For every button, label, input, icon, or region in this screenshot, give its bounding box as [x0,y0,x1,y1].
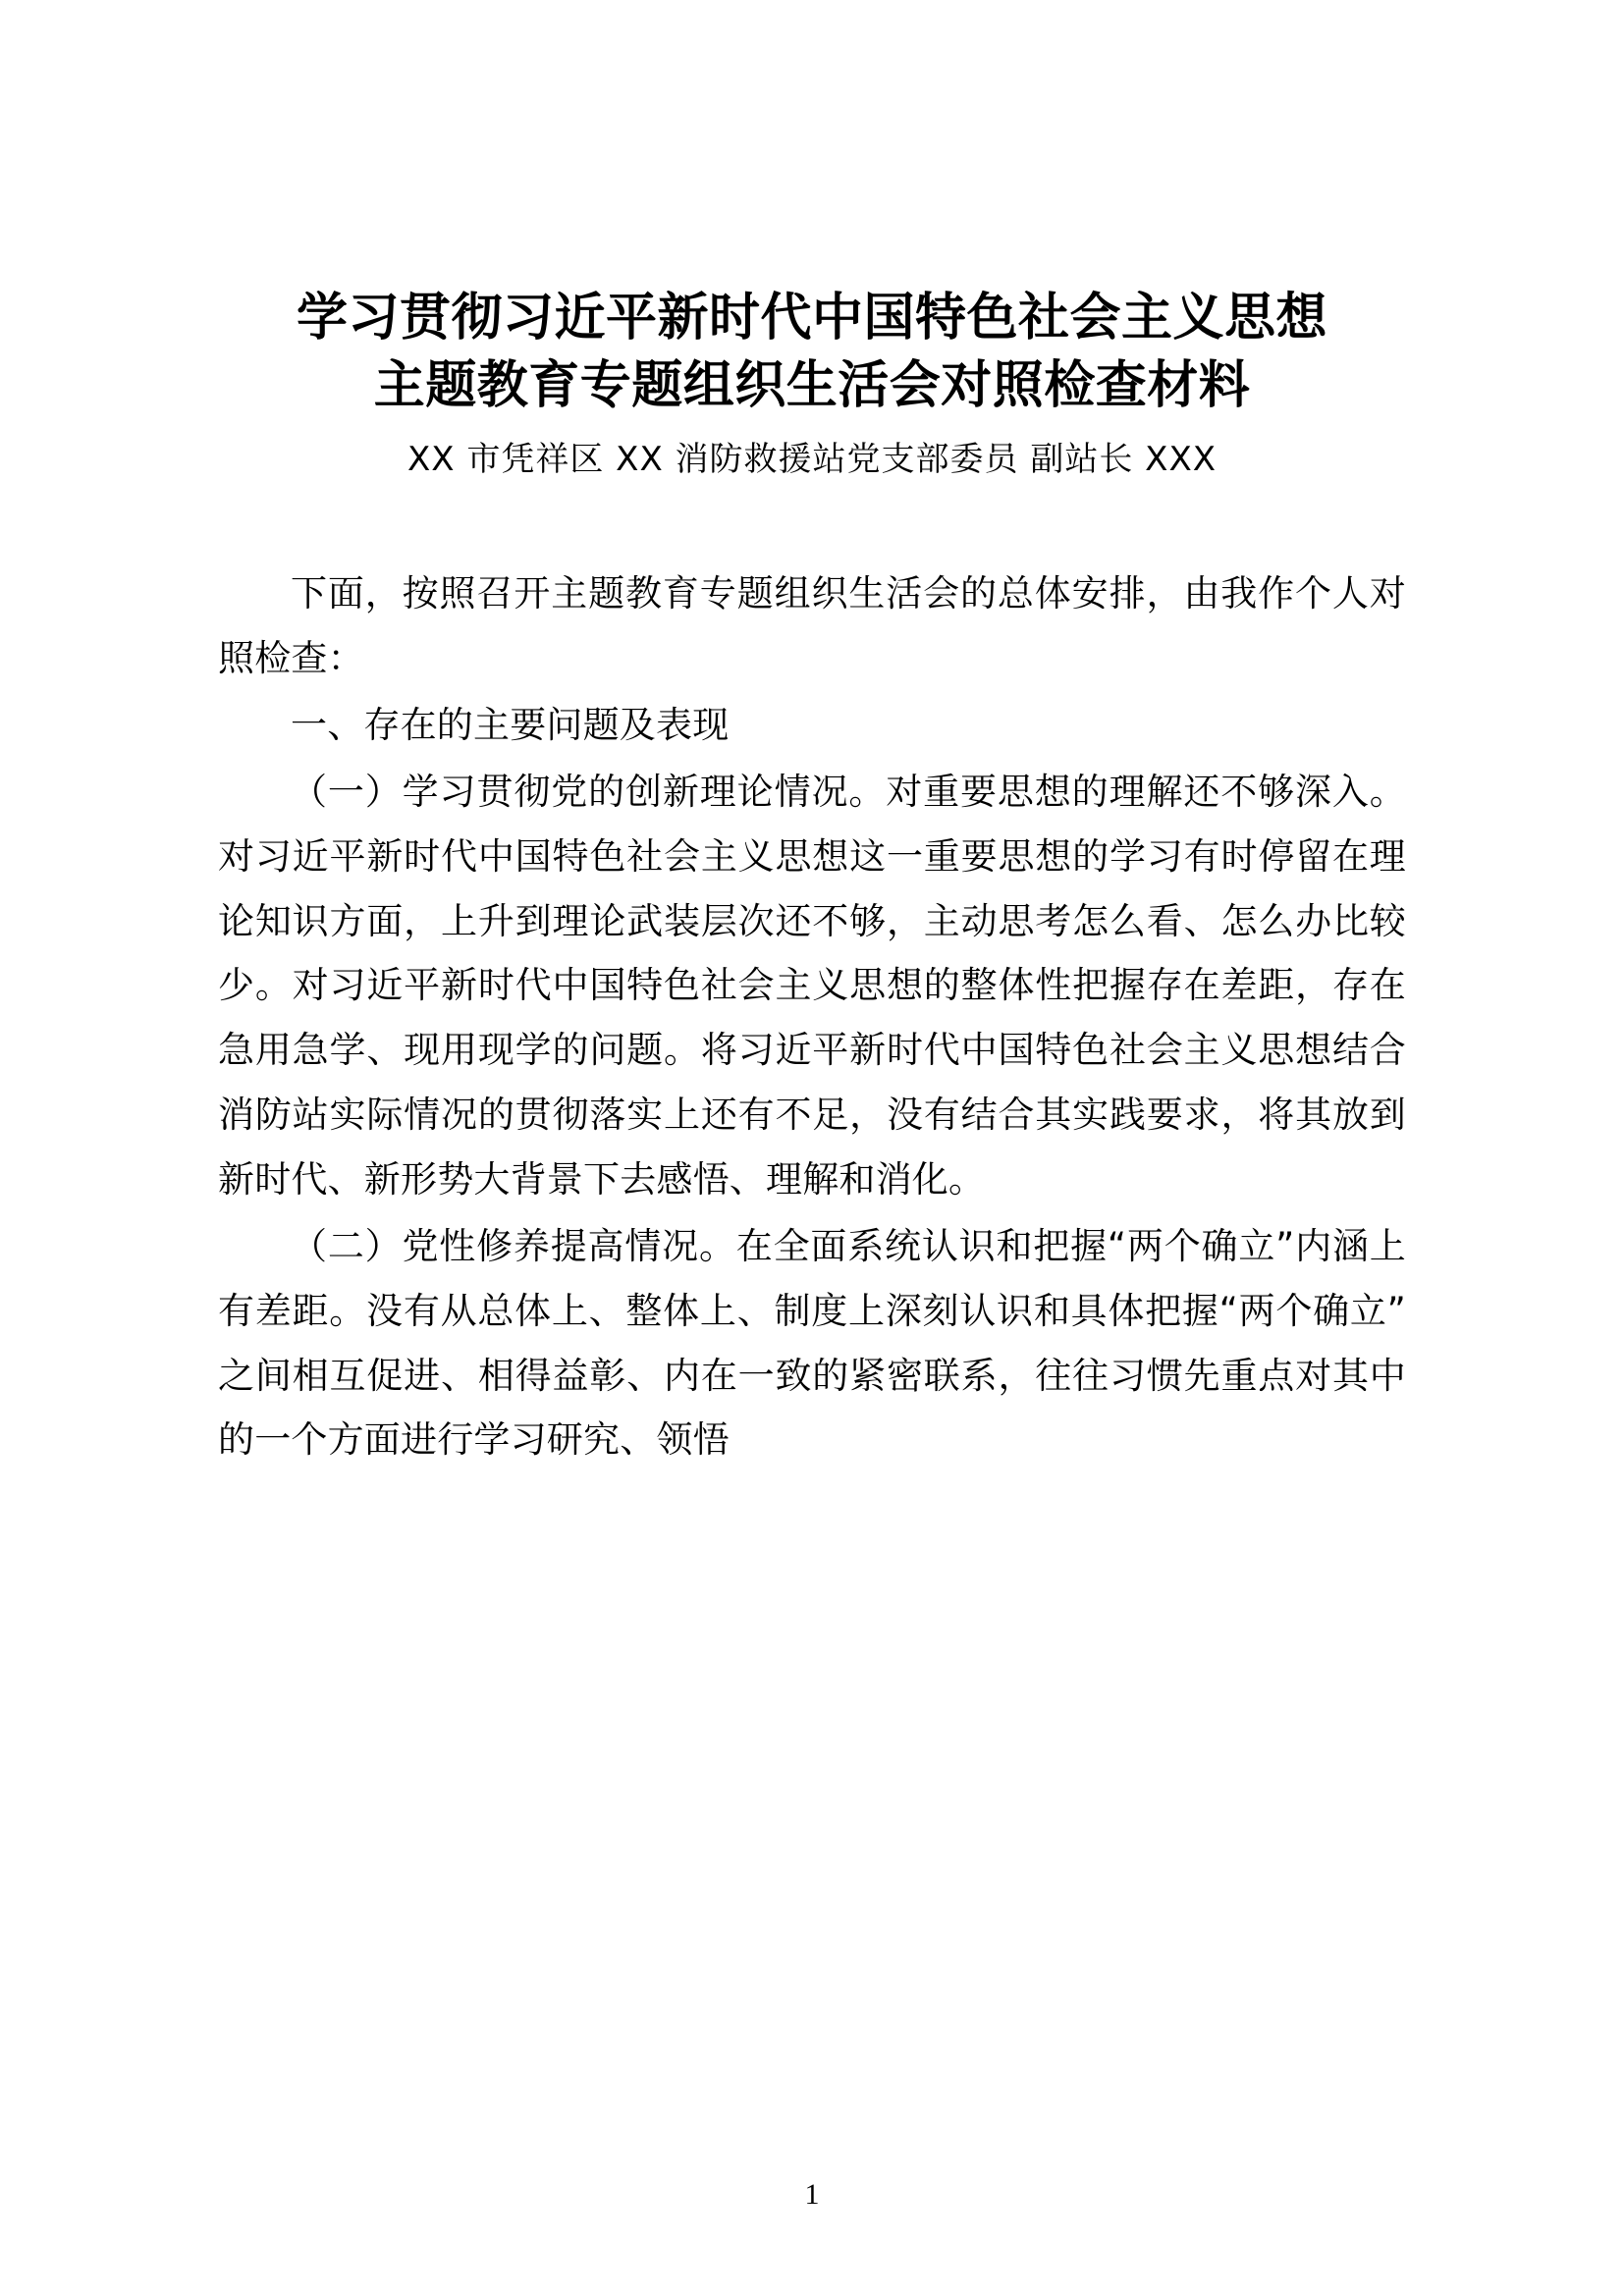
page-title [218,285,1406,419]
paragraph-item-1: （一）学习贯彻党的创新理论情况。对重要思想的理解还不够深入。对习近平新时代中国特色社会主义思想这一重要思想的学习有时停留在理论知识方面，上升到理论武装层次还不够，主动思考怎么看、怎么办比较少。对习近平新时代中国特色社会主义思想的整体性把握存在差距，存在急用急学、现用现学的问题。将习近平新时代中国特色社会主义思想结合消防站实际情况的贯彻落实上还有不足，没有结合其实践要求，将其放到新时代、新形势大背景下去感悟、理解和消化。 [218,770,1406,1201]
page-title-line-2: 主题教育专题组织生活会对照检查材料 [373,355,1251,415]
paragraph-item-2: （二）党性修养提高情况。在全面系统认识和把握“两个确立”内涵上有差距。没有从总体上、整体上、制度上深刻认识和具体把握“两个确立”之间相互促进、相得益彰、内在一致的紧密联系，往往习惯先重点对其中的一个方面进行学习研究、领悟 [218,1224,1406,1462]
page-title-line-1: 学习贯彻习近平新时代中国特色社会主义思想 [296,289,1327,347]
document-body [218,561,1406,1472]
paragraph-intro: 下面，按照召开主题教育专题组织生活会的总体安排，由我作个人对照检查： [218,572,1406,680]
page-subtitle: XX 市凭祥区 XX 消防救援站党支部委员 副站长 XXX [406,440,1218,480]
paragraph-section-heading-1: 一、存在的主要问题及表现 [291,703,730,746]
page-number: 1 [804,2178,820,2211]
